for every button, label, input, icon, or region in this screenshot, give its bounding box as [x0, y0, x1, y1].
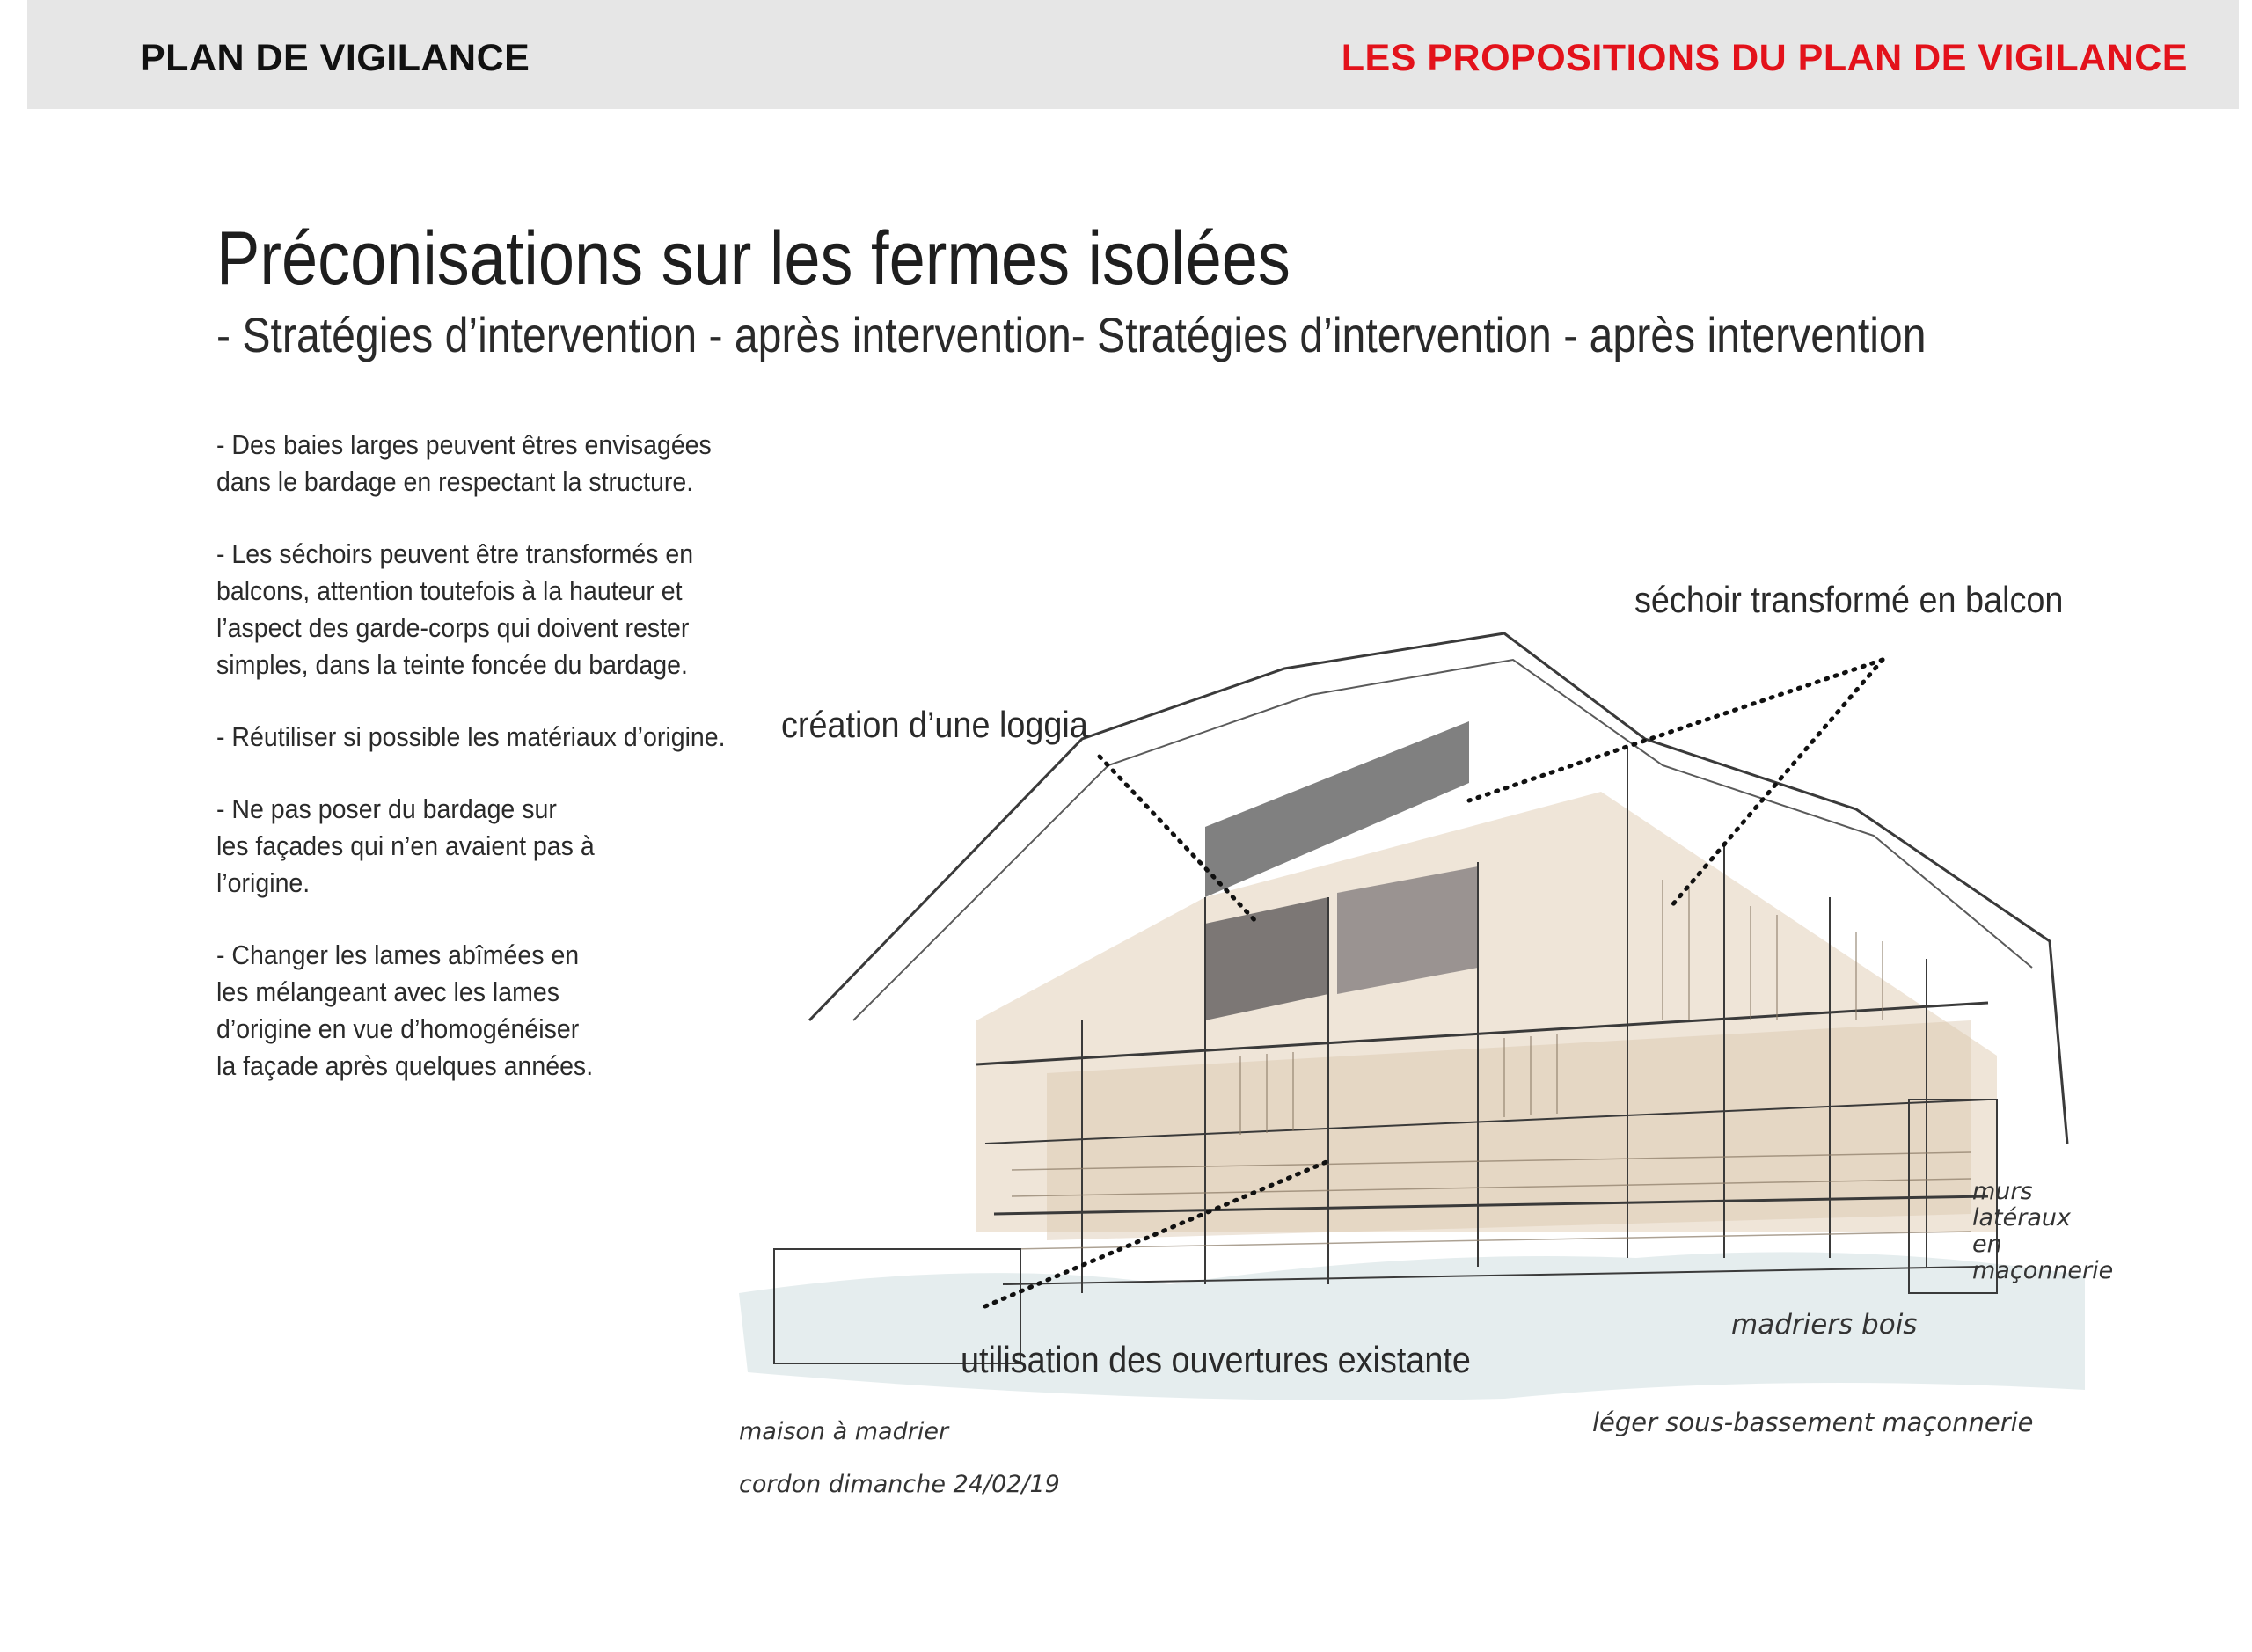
header-right-title: LES PROPOSITIONS DU PLAN DE VIGILANCE — [1341, 37, 2188, 79]
page-subtitle: - Stratégies d’intervention - après intervention- Stratégies d’intervention - après intervention — [216, 307, 1927, 362]
recommendation-line: d’origine en vue d’homogénéiser — [216, 1013, 580, 1044]
recommendation-2 — [216, 536, 750, 683]
note-maison: maison à madrier — [739, 1418, 949, 1445]
label-loggia: création d’une loggia — [781, 704, 1088, 745]
recommendations-list — [216, 427, 797, 1120]
recommendation-line: les mélangeant avec les lames — [216, 976, 559, 1007]
recommendation-line: - Des baies larges peuvent êtres envisagées — [216, 429, 712, 460]
note-madriers: madriers bois — [1731, 1309, 1918, 1341]
recommendation-line: la façade après quelques années. — [216, 1050, 594, 1081]
recommendation-line: balcons, attention toutefois à la hauteur et — [216, 575, 683, 606]
recommendation-line: les façades qui n’en avaient pas à — [216, 830, 595, 861]
recommendation-line: l’aspect des garde-corps qui doivent rester — [216, 612, 690, 643]
note-murs: murs latéraux en maçonnerie — [1972, 1178, 2114, 1284]
label-ouvertures: utilisation des ouvertures existante — [961, 1339, 1471, 1380]
header-bar — [27, 0, 2239, 109]
recommendation-line: simples, dans la teinte foncée du bardage. — [216, 649, 688, 680]
recommendation-4 — [216, 791, 750, 902]
note-leger: léger sous-bassement maçonnerie — [1592, 1407, 2034, 1437]
page-title: Préconisations sur les fermes isolées — [216, 216, 1291, 301]
recommendation-line: - Ne pas poser du bardage sur — [216, 793, 557, 824]
recommendation-1 — [216, 427, 750, 501]
farmhouse-sketch — [713, 528, 2102, 1539]
recommendation-line: dans le bardage en respectant la structure. — [216, 466, 694, 497]
recommendation-line: - Changer les lames abîmées en — [216, 939, 580, 970]
recommendation-line: - Les séchoirs peuvent être transformés en — [216, 538, 694, 569]
leader-sechoir-1 — [1469, 660, 1883, 800]
label-sechoir: séchoir transformé en balcon — [1634, 579, 2064, 620]
header-left-title: PLAN DE VIGILANCE — [140, 37, 530, 79]
recommendation-line: l’origine. — [216, 867, 311, 898]
recommendation-3 — [216, 719, 750, 756]
recommendation-line: - Réutiliser si possible les matériaux d’origine. — [216, 721, 726, 752]
recommendation-5 — [216, 937, 750, 1085]
note-cordon: cordon dimanche 24/02/19 — [739, 1471, 1060, 1498]
